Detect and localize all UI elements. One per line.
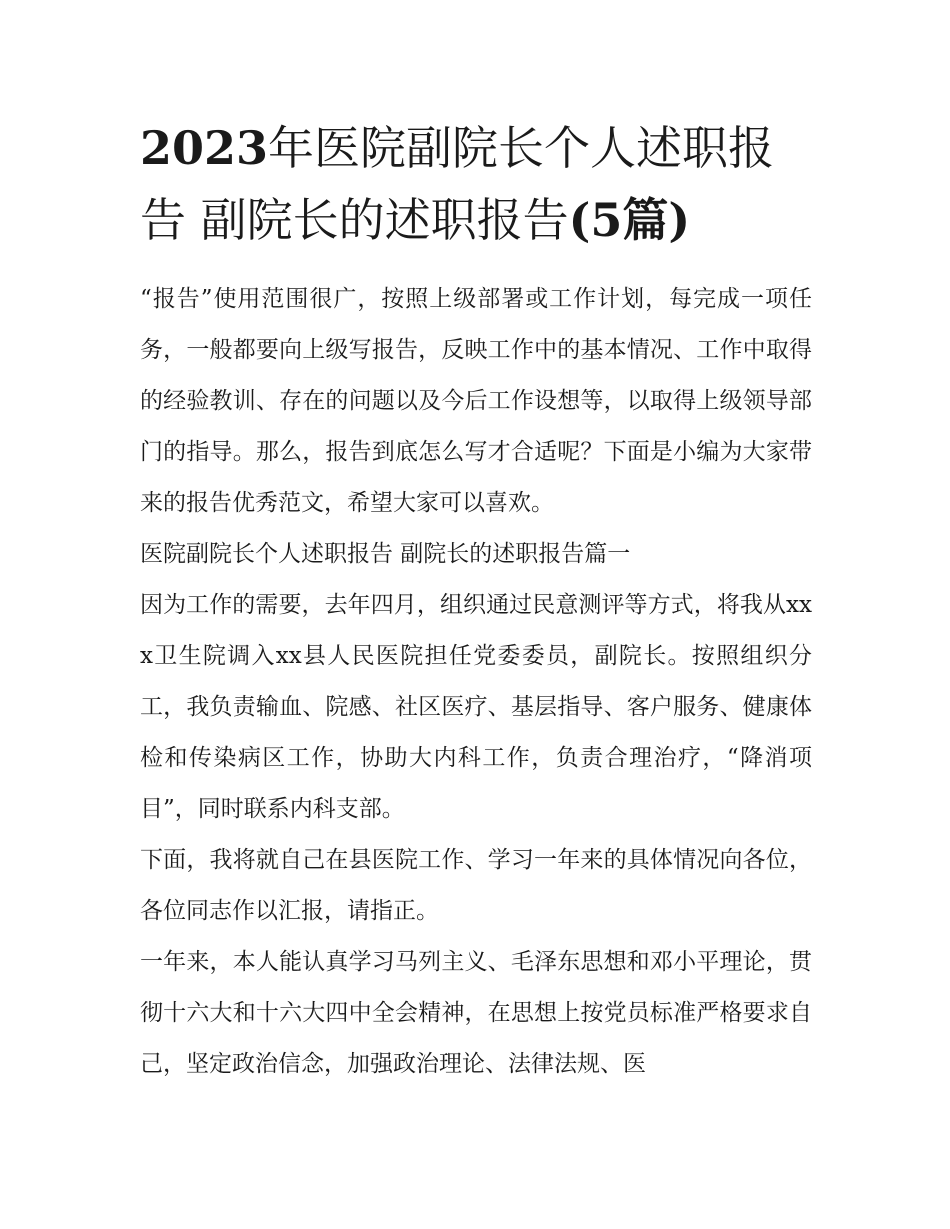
document-page <box>140 112 812 1090</box>
title-suffix: (5篇) <box>568 193 691 247</box>
body-paragraph-1: 因为工作的需要，去年四月，组织通过民意测评等方式，将我从xxx卫生院调入xx县人民医院担任党委委员，副院长。按照组织分工，我负责输血、院感、社区医疗、基层指导、客户服务、健康体检和传染病区工作，协助大内科工作，负责合理治疗，“降消项目”，同时联系内科支部。 <box>140 592 812 822</box>
title-main: 年医院副院长个人述职报告 副院长的述职报告 <box>140 121 775 247</box>
document-title <box>140 112 812 256</box>
intro-paragraph: “报告”使用范围很广，按照上级部署或工作计划，每完成一项任务，一般都要向上级写报告，反映工作中的基本情况、工作中取得的经验教训、存在的问题以及今后工作设想等，以取得上级领导部门的指导。那么，报告到底怎么写才合适呢？下面是小编为大家带来的报告优秀范文，希望大家可以喜欢。 <box>140 286 812 516</box>
body-paragraph-3: 一年来，本人能认真学习马列主义、毛泽东思想和邓小平理论，贯彻十六大和十六大四中全会精神，在思想上按党员标准严格要求自己，坚定政治信念，加强政治理论、法律法规、医 <box>140 949 812 1077</box>
section-heading: 医院副院长个人述职报告 副院长的述职报告篇一 <box>140 541 631 567</box>
title-year: 2023 <box>140 121 269 175</box>
document-body <box>140 274 812 1090</box>
body-paragraph-2: 下面，我将就自己在县医院工作、学习一年来的具体情况向各位，各位同志作以汇报，请指正。 <box>140 847 812 924</box>
